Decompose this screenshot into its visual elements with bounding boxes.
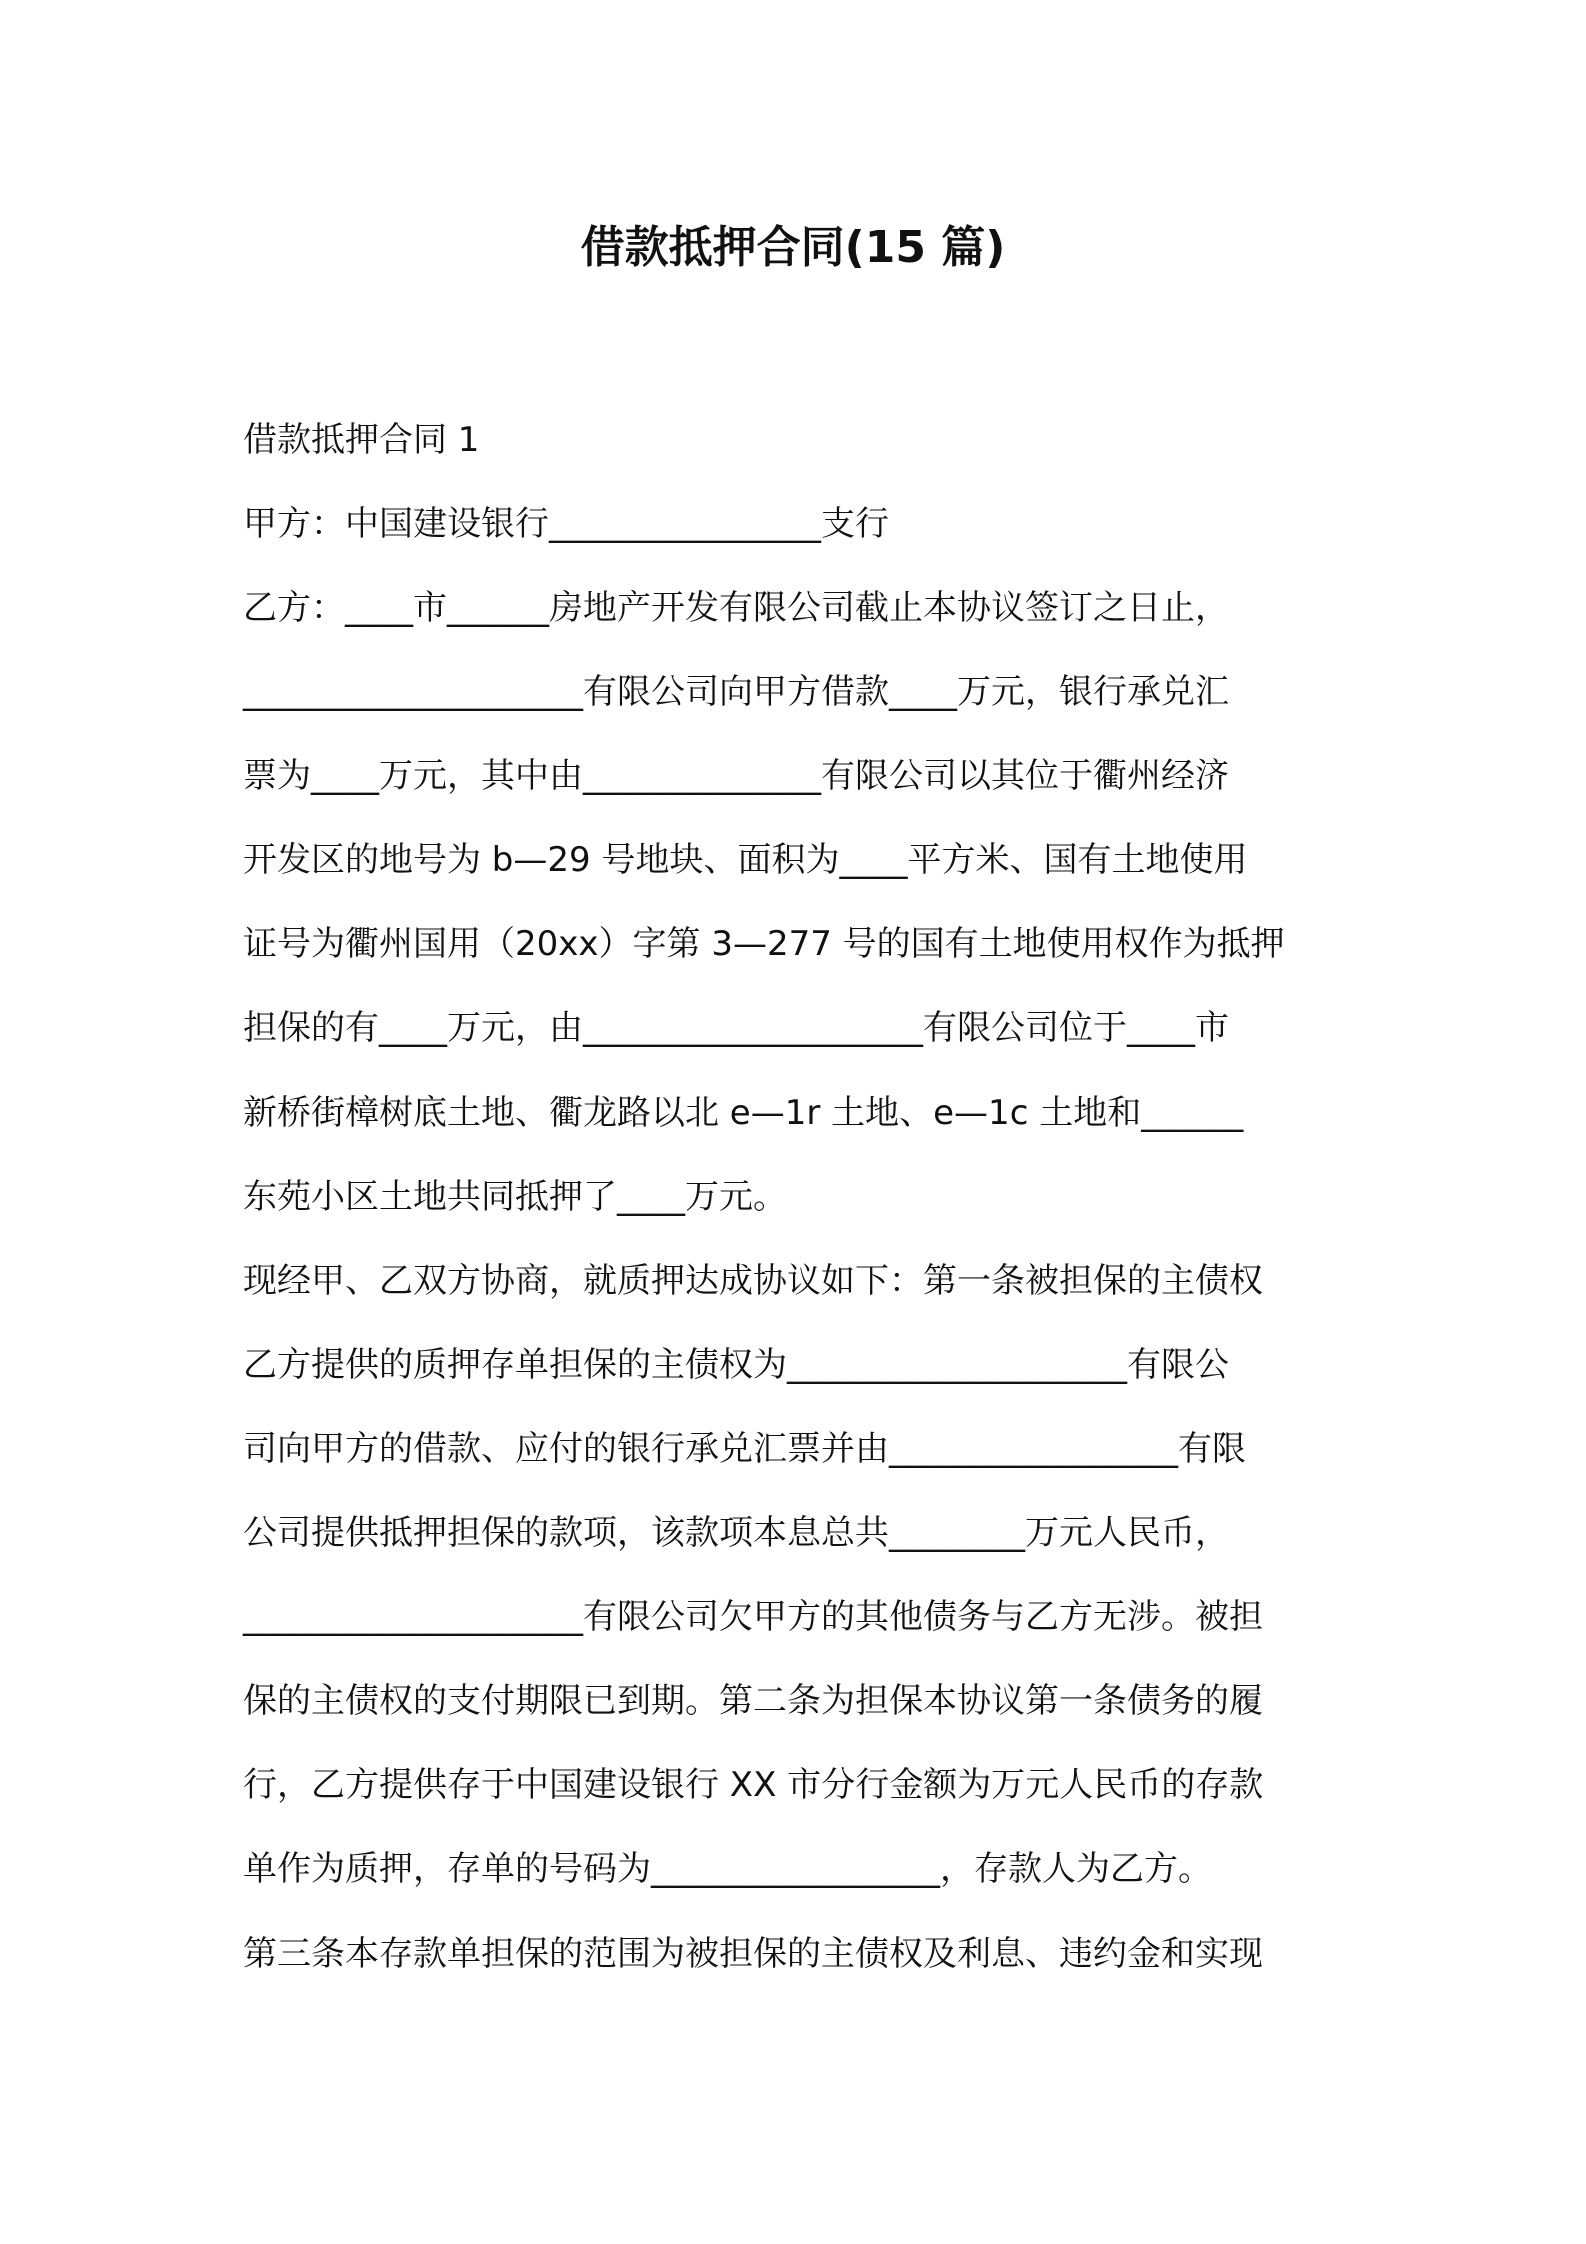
paragraph-line: 乙方：____市______房地产开发有限公司截止本协议签订之日止，: [243, 588, 1229, 628]
paragraph-line: 票为____万元，其中由______________有限公司以其位于衢州经济: [243, 756, 1229, 796]
paragraph-line: 第三条本存款单担保的范围为被担保的主债权及利息、违约金和实现: [243, 1934, 1263, 1974]
paragraph-line: 司向甲方的借款、应付的银行承兑汇票并由_________________有限: [243, 1429, 1246, 1469]
paragraph-line: 行，乙方提供存于中国建设银行 XX 市分行金额为万元人民币的存款: [243, 1765, 1264, 1805]
paragraph-line: 证号为衢州国用（20xx）字第 3—277 号的国有土地使用权作为抵押: [243, 924, 1285, 964]
document-title: 借款抵押合同(15 篇): [580, 222, 1006, 273]
paragraph-line: 乙方提供的质押存单担保的主债权为____________________有限公: [243, 1345, 1229, 1385]
paragraph-line: 东苑小区土地共同抵押了____万元。: [243, 1177, 787, 1217]
paragraph-line: ____________________有限公司向甲方借款____万元，银行承兑汇: [243, 672, 1229, 712]
section-heading: 借款抵押合同 1: [243, 420, 480, 460]
paragraph-line: 甲方：中国建设银行________________支行: [243, 504, 889, 544]
paragraph-line: 开发区的地号为 b—29 号地块、面积为____平方米、国有土地使用: [243, 840, 1248, 880]
paragraph-line: 保的主债权的支付期限已到期。第二条为担保本协议第一条债务的履: [243, 1681, 1263, 1721]
paragraph-line: 单作为质押，存单的号码为_________________，存款人为乙方。: [243, 1849, 1212, 1889]
paragraph-line: 公司提供抵押担保的款项，该款项本息总共________万元人民币，: [243, 1513, 1229, 1553]
paragraph-line: 新桥街樟树底土地、衢龙路以北 e—1r 土地、e—1c 土地和______: [243, 1093, 1244, 1133]
paragraph-line: ____________________有限公司欠甲方的其他债务与乙方无涉。被担: [243, 1597, 1263, 1637]
paragraph-line: 现经甲、乙双方协商，就质押达成协议如下：第一条被担保的主债权: [243, 1261, 1263, 1301]
paragraph-line: 担保的有____万元，由____________________有限公司位于____市: [243, 1008, 1229, 1048]
